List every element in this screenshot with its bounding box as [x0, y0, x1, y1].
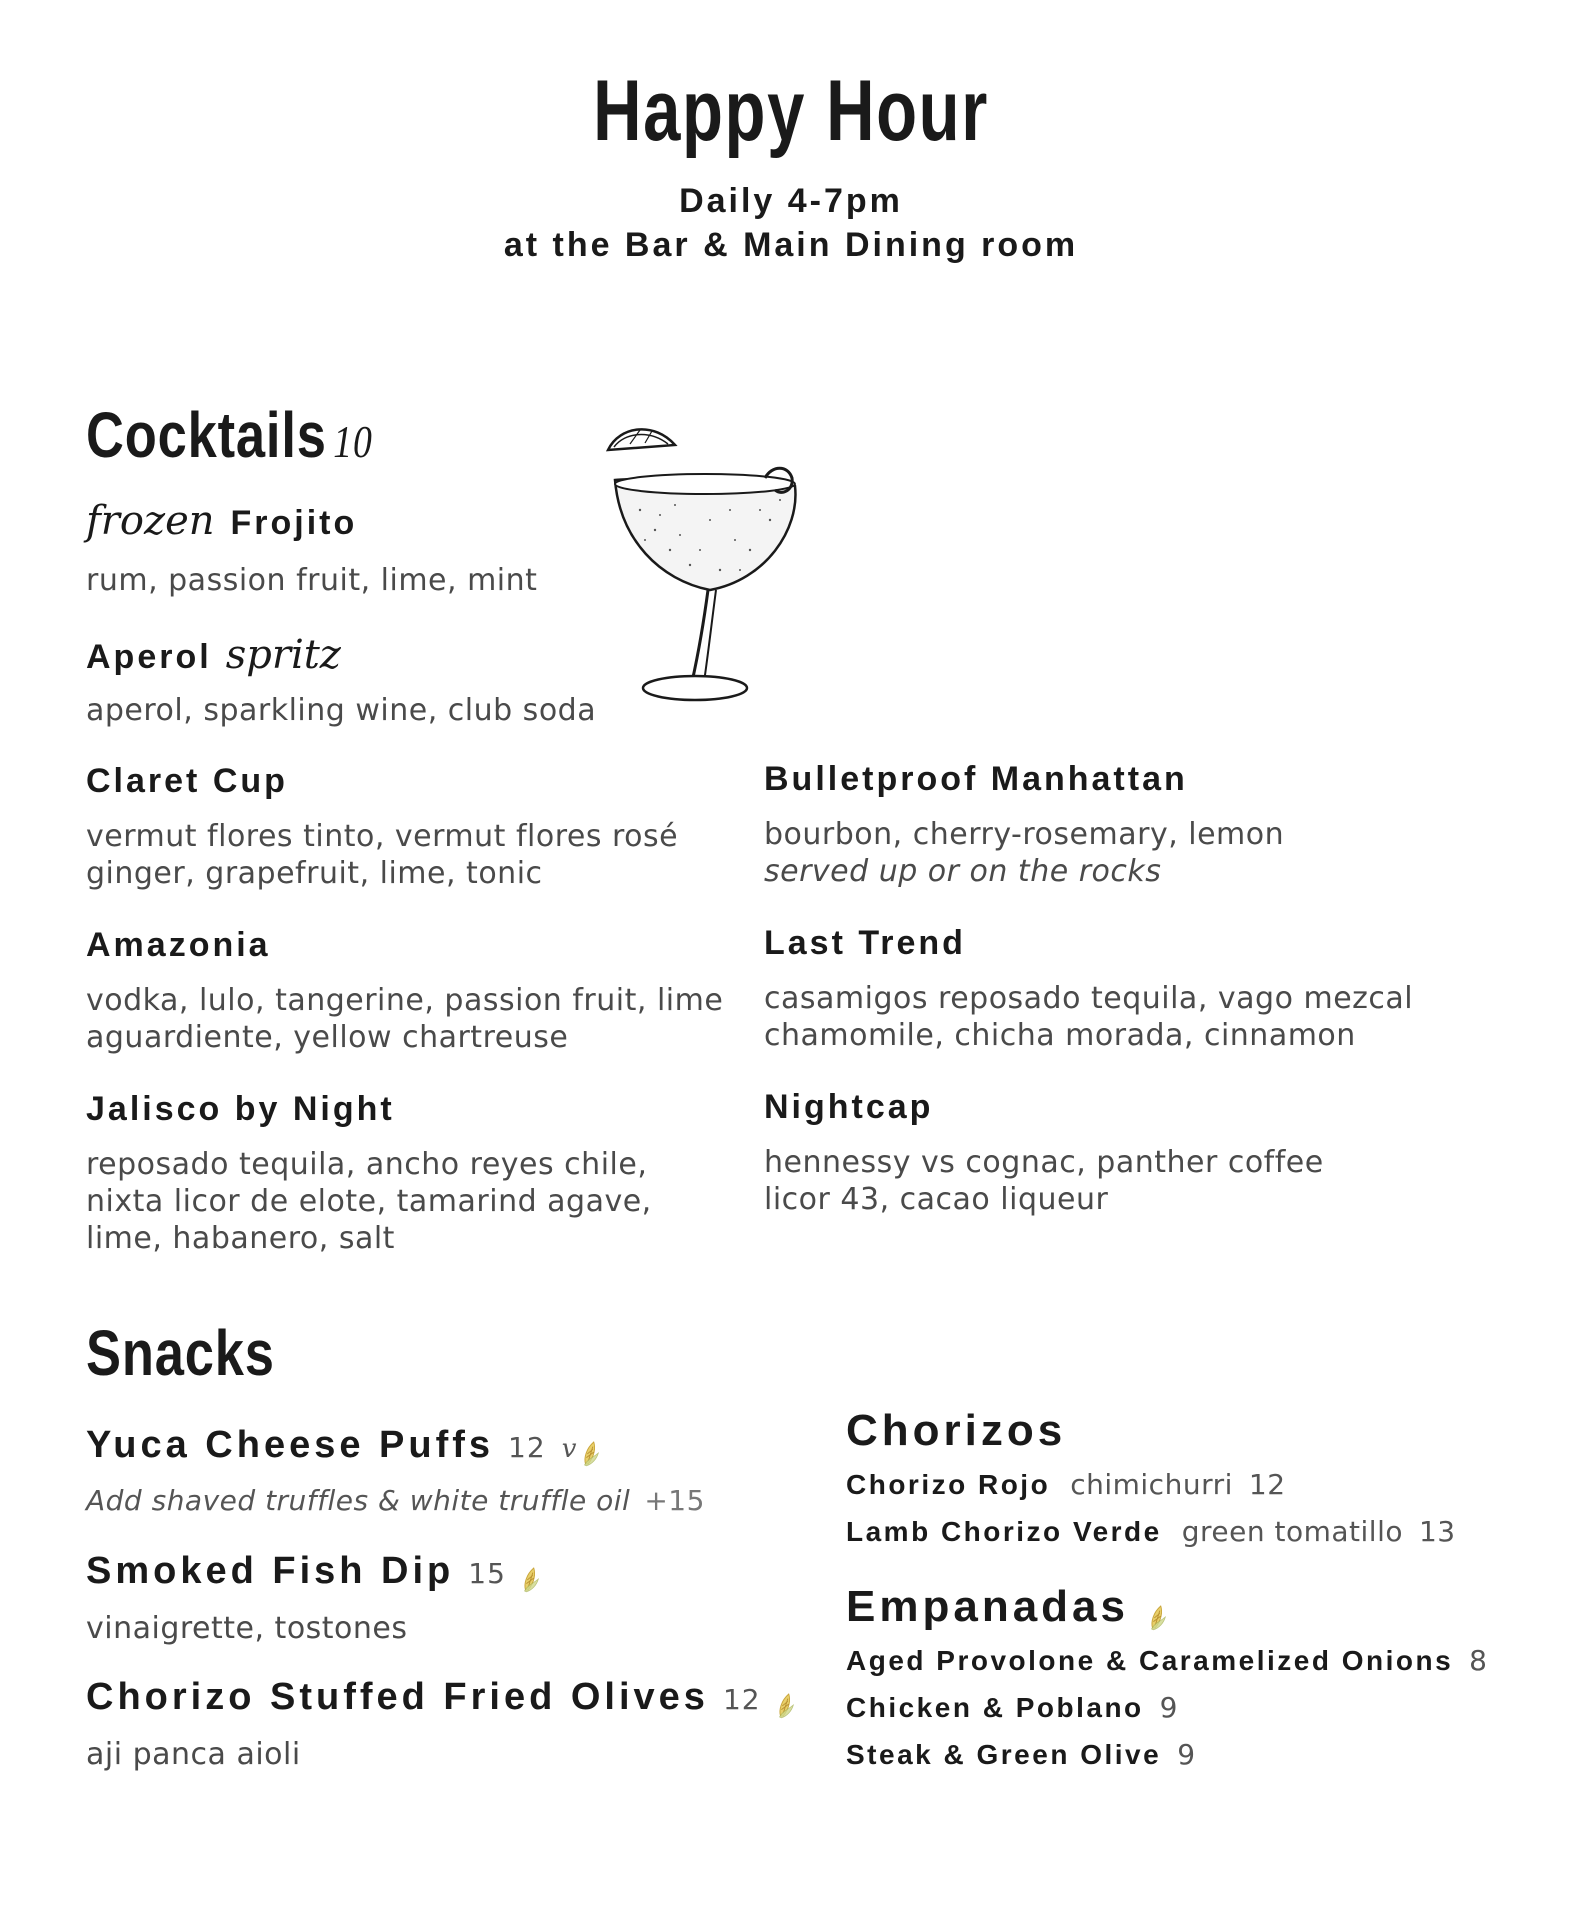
lamb-chorizo-verde: [846, 1515, 1456, 1548]
cocktail-frojito: [86, 498, 357, 544]
page-title: Happy Hour: [593, 63, 989, 159]
snack-yuca-addon-price: +15: [644, 1484, 705, 1517]
snack-olives-name: Chorizo Stuffed Fried Olives: [86, 1676, 709, 1718]
cocktail-last-trend-desc-2: chamomile, chicha morada, cinnamon: [764, 1018, 1356, 1053]
chorizo-rojo-name: Chorizo Rojo: [846, 1469, 1051, 1500]
corn-icon: [775, 1691, 797, 1719]
cocktail-jalisco-desc-1: reposado tequila, ancho reyes chile,: [86, 1147, 648, 1182]
cocktails-heading-text: Cocktails: [86, 399, 327, 471]
lamb-chorizo-price: 13: [1418, 1515, 1456, 1548]
cocktail-frojito-name: Frojito: [230, 504, 358, 542]
cocktail-aperol: [86, 632, 341, 678]
snack-olives-price: 12: [722, 1683, 761, 1716]
cocktail-amazonia-desc-2: aguardiente, yellow chartreuse: [86, 1020, 569, 1055]
hours-line: Daily 4-7pm: [679, 182, 903, 220]
snack-smoked-fish-dip: [86, 1550, 542, 1593]
chorizos-heading: Chorizos: [846, 1406, 1067, 1455]
corn-icon: [580, 1439, 602, 1467]
cocktails-heading: [86, 398, 373, 472]
empanada-steak-name: Steak & Green Olive: [846, 1739, 1162, 1770]
cocktail-jalisco-desc-2: nixta licor de elote, tamarind agave,: [86, 1184, 652, 1219]
cocktail-nightcap-desc-1: hennessy vs cognac, panther coffee: [764, 1145, 1324, 1180]
cocktail-manhattan-note: served up or on the rocks: [764, 854, 1162, 889]
cocktail-last-trend-desc-1: casamigos reposado tequila, vago mezcal: [764, 981, 1414, 1016]
lamb-chorizo-name: Lamb Chorizo Verde: [846, 1516, 1162, 1547]
cocktail-frojito-prefix: frozen: [86, 498, 215, 544]
empanadas-header: [846, 1582, 1169, 1632]
empanada-chicken: [846, 1691, 1178, 1724]
cocktail-glass-illustration: [600, 420, 810, 710]
snack-yuca-price: 12: [508, 1431, 546, 1464]
cocktail-claret-cup-desc-2: ginger, grapefruit, lime, tonic: [86, 856, 543, 891]
empanada-chicken-price: 9: [1159, 1691, 1178, 1724]
location-line: at the Bar & Main Dining room: [503, 226, 1079, 264]
empanada-chicken-name: Chicken & Poblano: [846, 1692, 1144, 1723]
empanadas-heading: Empanadas: [846, 1582, 1129, 1631]
cocktail-jalisco-name: Jalisco by Night: [86, 1090, 395, 1128]
corn-icon: [1147, 1603, 1169, 1631]
cocktail-manhattan-name: Bulletproof Manhattan: [764, 760, 1188, 798]
snack-yuca-addon: [86, 1484, 705, 1517]
snack-yuca-addon-text: Add shaved truffles & white truffle oil: [86, 1484, 631, 1517]
empanada-provolone-name: Aged Provolone & Caramelized Onions: [846, 1645, 1454, 1676]
cocktail-amazonia-desc-1: vodka, lulo, tangerine, passion fruit, lime: [86, 983, 724, 1018]
cocktail-aperol-suffix: spritz: [225, 632, 341, 678]
vegetarian-tag: v: [561, 1434, 577, 1464]
snack-fish-dip-desc: vinaigrette, tostones: [86, 1611, 408, 1646]
empanada-provolone-price: 8: [1469, 1644, 1488, 1677]
cocktail-amazonia-name: Amazonia: [86, 926, 271, 964]
corn-icon: [520, 1565, 542, 1593]
snack-yuca-cheese-puffs: [86, 1424, 602, 1467]
cocktail-nightcap-name: Nightcap: [764, 1088, 934, 1126]
cocktail-aperol-desc: aperol, sparkling wine, club soda: [86, 693, 597, 728]
chorizo-rojo-price: 12: [1248, 1468, 1286, 1501]
cocktail-claret-cup-name: Claret Cup: [86, 762, 288, 800]
snack-fish-dip-name: Smoked Fish Dip: [86, 1550, 455, 1592]
empanada-provolone: [846, 1644, 1487, 1677]
snack-olives-desc: aji panca aioli: [86, 1737, 301, 1772]
chorizo-rojo: [846, 1468, 1286, 1501]
snacks-heading: Snacks: [86, 1317, 275, 1389]
cocktail-frojito-desc: rum, passion fruit, lime, mint: [86, 563, 538, 598]
cocktail-jalisco-desc-3: lime, habanero, salt: [86, 1221, 395, 1256]
cocktail-nightcap-desc-2: licor 43, cacao liqueur: [764, 1182, 1109, 1217]
snack-yuca-name: Yuca Cheese Puffs: [86, 1424, 495, 1466]
snack-fried-olives: [86, 1676, 797, 1719]
empanada-steak-price: 9: [1177, 1738, 1196, 1771]
lamb-chorizo-desc: green tomatillo: [1181, 1515, 1403, 1548]
cocktail-manhattan-desc: bourbon, cherry-rosemary, lemon: [764, 817, 1285, 852]
cocktails-price: 10: [333, 416, 373, 467]
cocktail-claret-cup-desc-1: vermut flores tinto, vermut flores rosé: [86, 819, 679, 854]
chorizo-rojo-desc: chimichurri: [1070, 1468, 1233, 1501]
snack-fish-dip-price: 15: [468, 1557, 506, 1590]
cocktail-last-trend-name: Last Trend: [764, 924, 966, 962]
cocktail-aperol-name: Aperol: [86, 638, 212, 676]
empanada-steak: [846, 1738, 1196, 1771]
